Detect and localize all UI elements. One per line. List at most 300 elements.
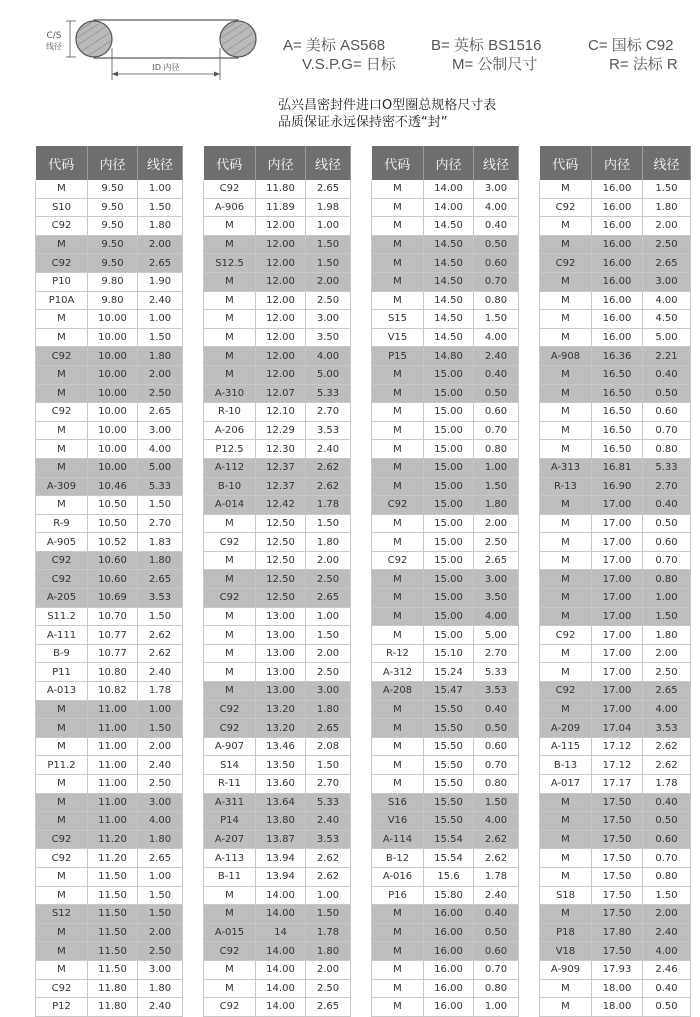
code-cell: M [36,384,88,403]
table-row [36,421,183,440]
cs-cell: 2.00 [138,365,183,384]
table-row [36,589,183,608]
cs-cell: 2.50 [306,979,351,998]
id-cell: 16.00 [424,979,474,998]
code-cell: M [540,700,592,719]
cs-cell: 0.50 [474,384,519,403]
code-cell: C92 [204,589,256,608]
code-cell: M [372,979,424,998]
table-row [372,458,519,477]
id-cell: 15.54 [424,830,474,849]
table-row [204,217,351,236]
code-cell: M [372,737,424,756]
id-cell: 15.00 [424,626,474,645]
code-cell: R-13 [540,477,592,496]
code-cell: M [540,514,592,533]
id-cell: 12.00 [256,291,306,310]
id-cell: 11.00 [88,700,138,719]
table-row [36,254,183,273]
code-cell: M [36,960,88,979]
table-row [36,886,183,905]
table-row [540,979,691,998]
id-cell: 14.00 [424,198,474,217]
table-row [540,384,691,403]
id-cell: 15.24 [424,663,474,682]
cs-cell: 0.40 [474,700,519,719]
cs-cell: 2.40 [138,998,183,1017]
code-cell: P16 [372,886,424,905]
id-cell: 16.00 [424,905,474,924]
cs-cell: 4.00 [643,700,691,719]
code-cell: M [540,830,592,849]
table-row [36,291,183,310]
cs-cell: 5.00 [643,328,691,347]
table-row [204,756,351,775]
table-row [372,979,519,998]
code-cell: M [36,719,88,738]
cs-cell: 4.00 [306,347,351,366]
code-cell: M [36,421,88,440]
column-header: 内径 [592,146,643,180]
table-row [540,589,691,608]
code-cell: C92 [540,626,592,645]
table-row [540,440,691,459]
cs-cell: 1.50 [306,626,351,645]
code-cell: M [372,719,424,738]
id-cell: 14.00 [424,180,474,198]
table-header [204,146,351,180]
table-row [204,328,351,347]
cs-cell: 5.33 [643,458,691,477]
cs-cell: 0.80 [474,291,519,310]
id-cell: 16.50 [592,365,643,384]
cs-cell: 1.90 [138,272,183,291]
code-cell: C92 [204,700,256,719]
table-row [204,737,351,756]
cs-cell: 1.50 [474,310,519,329]
table-row [36,180,183,198]
table-row [540,217,691,236]
cs-cell: 2.00 [138,737,183,756]
id-cell: 11.50 [88,942,138,961]
code-cell: A-016 [372,867,424,886]
cs-cell: 2.62 [643,737,691,756]
table-row [372,905,519,924]
id-cell: 10.00 [88,421,138,440]
id-cell: 16.00 [592,272,643,291]
cs-cell: 3.53 [138,589,183,608]
code-cell: M [372,700,424,719]
id-cell: 14.00 [256,960,306,979]
table-row [540,496,691,515]
table-row [36,700,183,719]
cs-cell: 5.33 [138,477,183,496]
table-row [540,905,691,924]
cs-cell: 3.50 [474,589,519,608]
code-cell: M [36,775,88,794]
code-cell: A-905 [36,533,88,552]
id-cell: 17.17 [592,775,643,794]
cs-cell: 1.80 [474,496,519,515]
id-cell: 15.00 [424,496,474,515]
id-cell: 14.50 [424,291,474,310]
table-row [372,198,519,217]
code-cell: M [540,849,592,868]
id-cell: 12.00 [256,310,306,329]
table-row [204,626,351,645]
code-cell: M [36,812,88,831]
cs-cell: 1.00 [138,180,183,198]
code-cell: A-311 [204,793,256,812]
id-cell: 14.00 [256,979,306,998]
cs-cell: 2.21 [643,347,691,366]
table-row [204,347,351,366]
id-cell: 15.00 [424,533,474,552]
table-row [204,291,351,310]
column-header: 内径 [424,146,474,180]
table-row [204,365,351,384]
code-cell: B-12 [372,849,424,868]
table-row [540,347,691,366]
cs-cell: 4.00 [474,198,519,217]
table-row [204,700,351,719]
id-cell: 12.50 [256,589,306,608]
table-row [204,830,351,849]
cs-cell: 1.78 [306,496,351,515]
id-cell: 17.93 [592,960,643,979]
table-row [36,998,183,1017]
table-row [540,700,691,719]
table-row [36,533,183,552]
cs-cell: 2.65 [138,254,183,273]
legend-b: B= 英标 BS1516 [431,37,542,54]
cs-cell: 2.40 [138,291,183,310]
cs-cell: 2.50 [138,942,183,961]
code-cell: R-10 [204,403,256,422]
id-cell: 10.00 [88,365,138,384]
cs-cell: 2.00 [306,960,351,979]
table-row [204,589,351,608]
code-cell: C92 [204,719,256,738]
table-row [204,719,351,738]
table-row [372,180,519,198]
id-cell: 12.00 [256,272,306,291]
code-cell: M [36,700,88,719]
code-cell: P11 [36,663,88,682]
code-cell: M [36,942,88,961]
id-cell: 13.00 [256,682,306,701]
table-row [540,551,691,570]
id-cell: 13.87 [256,830,306,849]
id-cell: 10.00 [88,403,138,422]
cs-cell: 1.50 [138,886,183,905]
id-cell: 9.80 [88,272,138,291]
cs-cell: 1.80 [643,198,691,217]
table-row [372,942,519,961]
column-header: 代码 [204,146,256,180]
code-cell: M [372,235,424,254]
table-row [36,942,183,961]
table-row [36,217,183,236]
id-cell: 12.10 [256,403,306,422]
table-row [204,905,351,924]
id-cell: 10.77 [88,626,138,645]
cs-cell: 0.70 [474,960,519,979]
table-row [372,421,519,440]
id-cell: 9.50 [88,198,138,217]
table-row [36,477,183,496]
code-cell: M [372,626,424,645]
code-cell: M [36,365,88,384]
code-cell: M [540,384,592,403]
code-cell: M [204,663,256,682]
table-row [204,403,351,422]
table-row [372,793,519,812]
cs-cell: 1.98 [306,198,351,217]
code-cell: M [540,440,592,459]
code-cell: M [540,496,592,515]
id-cell: 11.50 [88,960,138,979]
id-cell: 15.00 [424,440,474,459]
page-title: 弘兴昌密封件进口O型圈总规格尺寸表 [278,98,497,113]
cs-cell: 2.62 [138,626,183,645]
code-cell: M [372,942,424,961]
cs-cell: 0.80 [474,775,519,794]
id-cell: 11.20 [88,830,138,849]
code-cell: M [36,867,88,886]
code-cell: C92 [36,217,88,236]
code-cell: A-312 [372,663,424,682]
code-cell: M [540,235,592,254]
table-row [36,440,183,459]
id-cell: 17.50 [592,886,643,905]
cs-cell: 3.53 [643,719,691,738]
cs-cell: 0.50 [474,235,519,254]
cs-cell: 1.50 [306,235,351,254]
table-row [540,812,691,831]
cs-cell: 2.62 [306,458,351,477]
id-cell: 13.00 [256,626,306,645]
id-cell: 17.00 [592,514,643,533]
code-cell: C92 [36,403,88,422]
id-cell: 13.94 [256,849,306,868]
code-cell: M [540,310,592,329]
table-row [540,607,691,626]
cs-cell: 0.40 [643,979,691,998]
id-cell: 17.00 [592,663,643,682]
id-cell: 14.00 [256,886,306,905]
table-row [204,254,351,273]
cs-cell: 1.00 [138,310,183,329]
id-cell: 18.00 [592,998,643,1017]
cs-cell: 1.78 [643,775,691,794]
id-cell: 16.00 [592,291,643,310]
table-row [204,644,351,663]
table-row [540,533,691,552]
id-cell: 15.00 [424,607,474,626]
cs-cell: 0.50 [474,719,519,738]
code-cell: M [372,533,424,552]
cs-cell: 2.65 [474,551,519,570]
table-row [372,514,519,533]
code-cell: R-11 [204,775,256,794]
id-cell: 9.50 [88,180,138,198]
spec-table-3 [371,146,519,1017]
cs-cell: 0.40 [474,905,519,924]
table-row [372,254,519,273]
code-cell: P11.2 [36,756,88,775]
id-cell: 17.50 [592,793,643,812]
table-row [204,923,351,942]
table-row [204,998,351,1017]
table-row [36,644,183,663]
table-row [36,496,183,515]
id-cell: 10.52 [88,533,138,552]
code-cell: M [36,328,88,347]
table-row [540,272,691,291]
code-cell: A-907 [204,737,256,756]
cs-cell: 1.00 [306,886,351,905]
cs-cell: 0.40 [643,496,691,515]
table-row [540,403,691,422]
column-header: 代码 [36,146,88,180]
id-cell: 15.00 [424,477,474,496]
id-cell: 12.00 [256,347,306,366]
code-cell: C92 [36,979,88,998]
table-row [540,719,691,738]
cs-cell: 1.83 [138,533,183,552]
cs-cell: 1.50 [306,905,351,924]
table-row [204,272,351,291]
id-cell: 16.00 [592,217,643,236]
cs-cell: 0.60 [474,254,519,273]
id-cell: 13.46 [256,737,306,756]
cs-cell: 2.50 [138,775,183,794]
table-row [540,310,691,329]
table-row [204,440,351,459]
id-cell: 12.29 [256,421,306,440]
cs-cell: 1.80 [138,979,183,998]
column-header: 内径 [256,146,306,180]
code-cell: M [372,514,424,533]
id-cell: 16.36 [592,347,643,366]
id-cell: 17.00 [592,607,643,626]
id-cell: 15.00 [424,458,474,477]
id-cell: 11.89 [256,198,306,217]
table-row [36,551,183,570]
table-row [540,830,691,849]
id-cell: 15.50 [424,719,474,738]
id-cell: 14.50 [424,235,474,254]
table-row [372,235,519,254]
table-row [372,756,519,775]
id-cell: 15.00 [424,365,474,384]
table-header [36,146,183,180]
id-cell: 17.00 [592,589,643,608]
id-cell: 14.00 [256,942,306,961]
table-row [36,272,183,291]
table-row [540,477,691,496]
cs-cell: 2.50 [138,384,183,403]
table-row [540,775,691,794]
table-row [372,849,519,868]
cs-cell: 2.08 [306,737,351,756]
code-cell: M [372,291,424,310]
code-cell: A-309 [36,477,88,496]
code-cell: S10 [36,198,88,217]
id-cell: 10.69 [88,589,138,608]
code-cell: M [372,365,424,384]
cs-cell: 4.00 [474,328,519,347]
cs-cell: 0.40 [474,365,519,384]
id-cell: 12.00 [256,328,306,347]
id-cell: 11.80 [88,998,138,1017]
table-row [36,384,183,403]
code-cell: M [540,533,592,552]
code-cell: C92 [36,570,88,589]
cs-cell: 1.50 [643,180,691,198]
cs-cell: 1.00 [138,700,183,719]
cs-cell: 3.00 [643,272,691,291]
cs-cell: 0.40 [474,217,519,236]
id-cell: 17.50 [592,867,643,886]
code-cell: M [36,886,88,905]
id-cell: 12.37 [256,458,306,477]
cs-cell: 2.50 [474,533,519,552]
id-cell: 10.77 [88,644,138,663]
table-row [36,979,183,998]
code-cell: A-208 [372,682,424,701]
code-cell: P18 [540,923,592,942]
id-cell: 10.70 [88,607,138,626]
cs-cell: 2.00 [474,514,519,533]
table-row [36,756,183,775]
table-row [36,867,183,886]
cs-cell: 3.53 [474,682,519,701]
cs-cell: 4.00 [643,942,691,961]
table-row [540,867,691,886]
table-header [540,146,691,180]
id-cell: 12.50 [256,533,306,552]
id-cell: 14.50 [424,272,474,291]
table-row [540,682,691,701]
id-cell: 15.00 [424,570,474,589]
code-cell: S11.2 [36,607,88,626]
cs-cell: 2.40 [474,886,519,905]
cs-cell: 1.78 [138,682,183,701]
id-cell: 12.50 [256,514,306,533]
id-cell: 15.00 [424,589,474,608]
code-cell: A-206 [204,421,256,440]
table-row [36,960,183,979]
id-cell: 17.04 [592,719,643,738]
table-row [372,440,519,459]
code-cell: M [204,960,256,979]
cs-cell: 0.80 [643,867,691,886]
id-cell: 10.46 [88,477,138,496]
legend-a: A= 美标 AS568 [283,37,386,54]
cs-cell: 0.70 [474,756,519,775]
id-cell: 14.00 [256,998,306,1017]
code-cell: B-13 [540,756,592,775]
column-header: 线径 [643,146,691,180]
code-cell: M [540,180,592,198]
table-row [36,923,183,942]
id-cell: 16.00 [592,235,643,254]
table-row [204,533,351,552]
table-row [372,589,519,608]
id-cell: 13.20 [256,719,306,738]
